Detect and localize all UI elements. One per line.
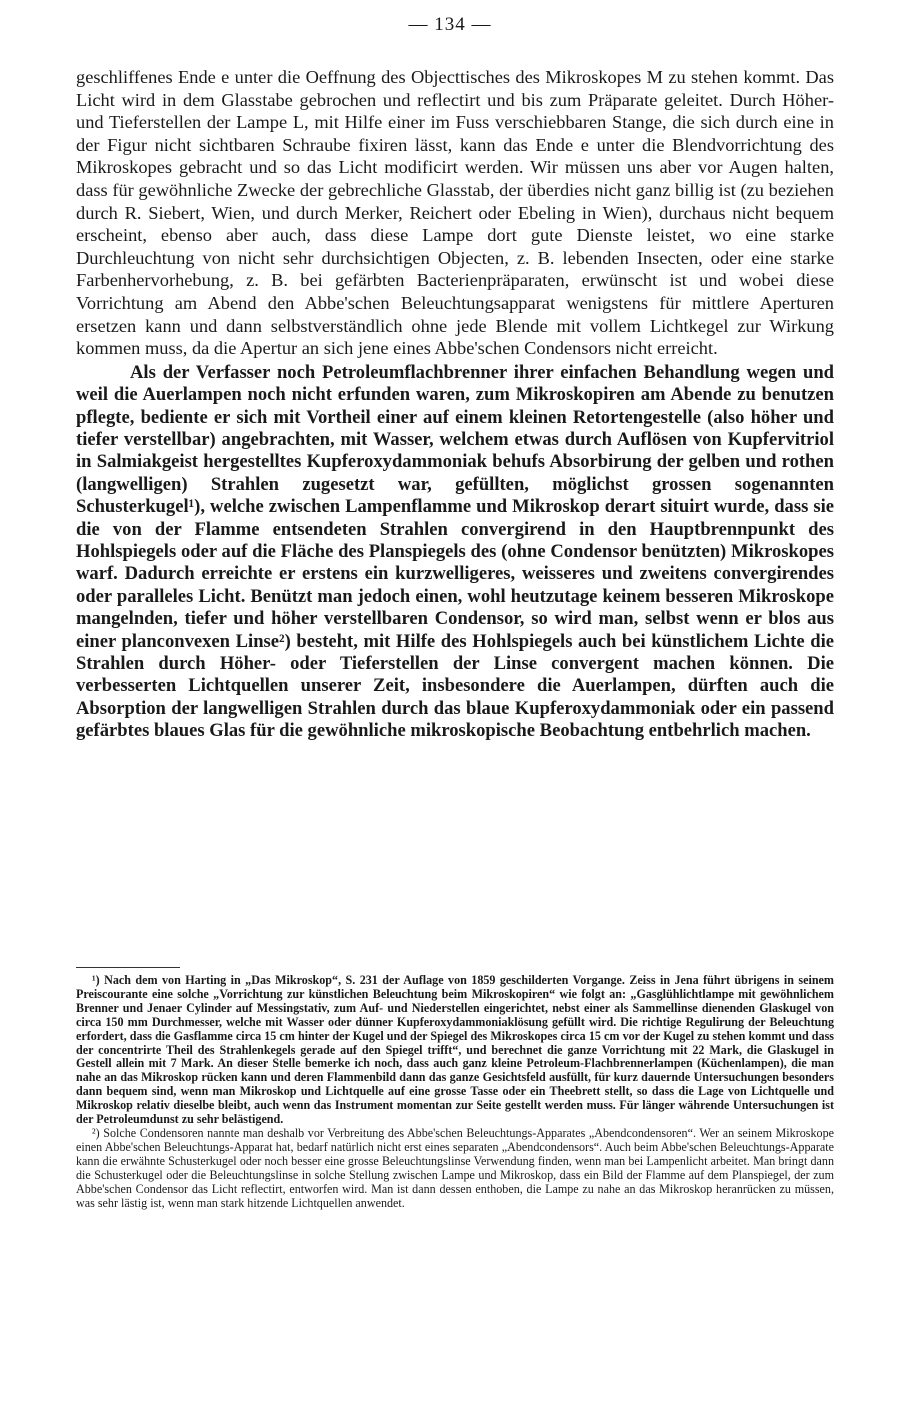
body-text [76, 66, 834, 743]
paragraph-2: Als der Verfasser noch Petroleumflachbrenner ihrer einfachen Behandlung wegen und weil die Auerlampen noch nicht erfunden waren, zum Mikroskopiren am Abende zu benutzen pflegte, bediente er sich mit Vortheil einer auf einem kleinen Retortengestelle (also höher und tiefer verstellbar) angebrachten, mit Wasser, welchem etwas durch Auflösen von Kupfervitriol in Salmiakgeist hergestelltes Kupferoxydammoniak behufs Absorbirung der gelben und rothen (langwelligen) Strahlen zugesetzt war, gefüllten, möglichst grossen sogenannten Schusterkugel¹), welche zwischen Lampenflamme und Mikroskop derart situirt wurde, dass sie die von der Flamme entsendeten Strahlen convergirend in den Hauptbrennpunkt des Hohlspiegels oder auf die Fläche des Planspiegels des (ohne Condensor benützten) Mikroskopes warf. Dadurch erreichte er erstens ein kurzwelligeres, weisseres und zweitens convergirendes oder paralleles Licht. Benützt man jedoch einen, wohl heutzutage keinem besseren Mikroskope mangelnden, tiefer und höher verstellbaren Condensor, so wird man, selbst wenn er blos aus einer planconvexen Linse²) besteht, mit Hilfe des Hohlspiegels auch bei künstlichem Lichte die Strahlen durch Höher- oder Tieferstellen der Linse convergent machen können. Die verbesserten Lichtquellen unserer Zeit, insbesondere die Auerlampen, dürften auch die Absorption der langwelligen Strahlen durch das blaue Kupferoxydammoniak oder ein passend gefärbtes blaues Glas für die gewöhnliche mikroskopische Beobachtung entbehrlich machen. [76, 361, 834, 742]
footnotes [76, 974, 834, 1210]
paragraph-1: geschliffenes Ende e unter die Oeffnung des Objecttisches des Mikroskopes M zu stehen kommt. Das Licht wird in dem Glasstabe gebrochen und reflectirt und bis zum Präparate geleitet. Durch Höher- und Tieferstellen der Lampe L, mit Hilfe einer im Fuss verschiebbaren Stange, die sich durch eine in der Figur nicht sichtbaren Schraube fixiren lässt, kann das Ende e unter die Blendvorrichtung des Mikroskopes gebracht und so das Licht modificirt werden. Wir müssen uns aber vor Augen halten, dass für gewöhnliche Zwecke der gebrechliche Glasstab, der überdies nicht ganz billig ist (zu beziehen durch R. Siebert, Wien, und durch Merker, Reichert oder Ebeling in Wien), durchaus nicht bequem erscheint, ebenso aber auch, dass diese Lampe dort gute Dienste leistet, wo eine starke Durchleuchtung von nicht sehr durchsichtigen Objecten, z. B. lebenden Insecten, oder eine starke Farbenhervorhebung, z. B. bei gefärbten Bacterienpräparaten, erwünscht ist und wobei diese Vorrichtung am Abend den Abbe'schen Beleuchtungsapparat wenigstens für mittlere Aperturen ersetzen kann und dann selbstverständlich ohne jede Blende mit vollem Lichtkegel zur Wirkung kommen muss, da die Apertur an sich jene eines Abbe'schen Condensors nicht erreicht. [76, 67, 834, 359]
page-number: — 134 — [408, 14, 492, 35]
footnote-1: ¹) Nach dem von Harting in „Das Mikroskop“, S. 231 der Auflage von 1859 geschilderten Vorgange. Zeiss in Jena führt übrigens in seinem Preiscourante eine solche „Vorrichtung zur künstlichen Beleuchtung beim Mikroskopiren“ wie folgt an: „Gasglühlichtlampe mit gewöhnlichem Brenner und Jenaer Cylinder auf Messingstativ, zum Auf- und Niederstellen eingerichtet, nebst einer als Sammellinse dienenden Glaskugel von circa 150 mm Durchmesser, welche mit Wasser oder dünner Kupferoxydammoniaklösung gefüllt wird. Die richtige Regulirung der Beleuchtung erfordert, dass die Gasflamme circa 15 cm hinter der Kugel und der Spiegel des Mikroskopes circa 15 cm vor der Kugel zu stehen kommt und dass der concentrirte Theil des Strahlenkegels gerade auf den Spiegel trifft“, und berechnet die ganze Vorrichtung mit 22 Mark, die Glaskugel in Gestell allein mit 7 Mark. An dieser Stelle bemerke ich noch, dass auch ganz kleine Petroleum-Flachbrennerlampen (Küchenlampen), die man nahe an das Mikroskop rücken kann und deren Flammenbild dann das ganze Gesichtsfeld ausfüllt, für kurz dauernde Untersuchungen besonders dann bequem sind, wenn man Mikroskop und Lichtquelle auf eine grosse Tasse oder ein Theebrett stellt, so dass die Lage von Lichtquelle und Mikroskop relativ dieselbe bleibt, auch wenn das Instrument momentan zur Seite gestellt werden muss. Für länger währende Untersuchungen ist der Petroleumdunst zu sehr belästigend. [76, 973, 834, 1127]
footnote-separator [76, 967, 180, 968]
footnote-2: ²) Solche Condensoren nannte man deshalb vor Verbreitung des Abbe'schen Beleuchtungs-Apparates „Abendcondensoren“. Wer an seinem Mikroskope einen Abbe'schen Beleuchtungs-Apparat hat, bedarf natürlich nicht erst eines separaten „Abendcondensors“. Auch beim Abbe'schen Beleuchtungs-Apparate kann die erwähnte Schusterkugel oder noch besser eine grosse Beleuchtungslinse Verwendung finden, wenn man bei Lampenlicht arbeitet. Man bringt dann die Schusterkugel oder die Beleuchtungslinse in solche Stellung zwischen Lampe und Mikroskop, dass ein Bild der Flamme auf dem Planspiegel, der zum Abbe'schen Condensor das Licht reflectirt, entworfen wird. Man ist dann dessen enthoben, die Lampe zu nahe an das Mikroskop heranrücken zu müssen, was sehr lästig ist, wenn man stark hitzende Lichtquellen anwendet. [76, 1125, 834, 1210]
